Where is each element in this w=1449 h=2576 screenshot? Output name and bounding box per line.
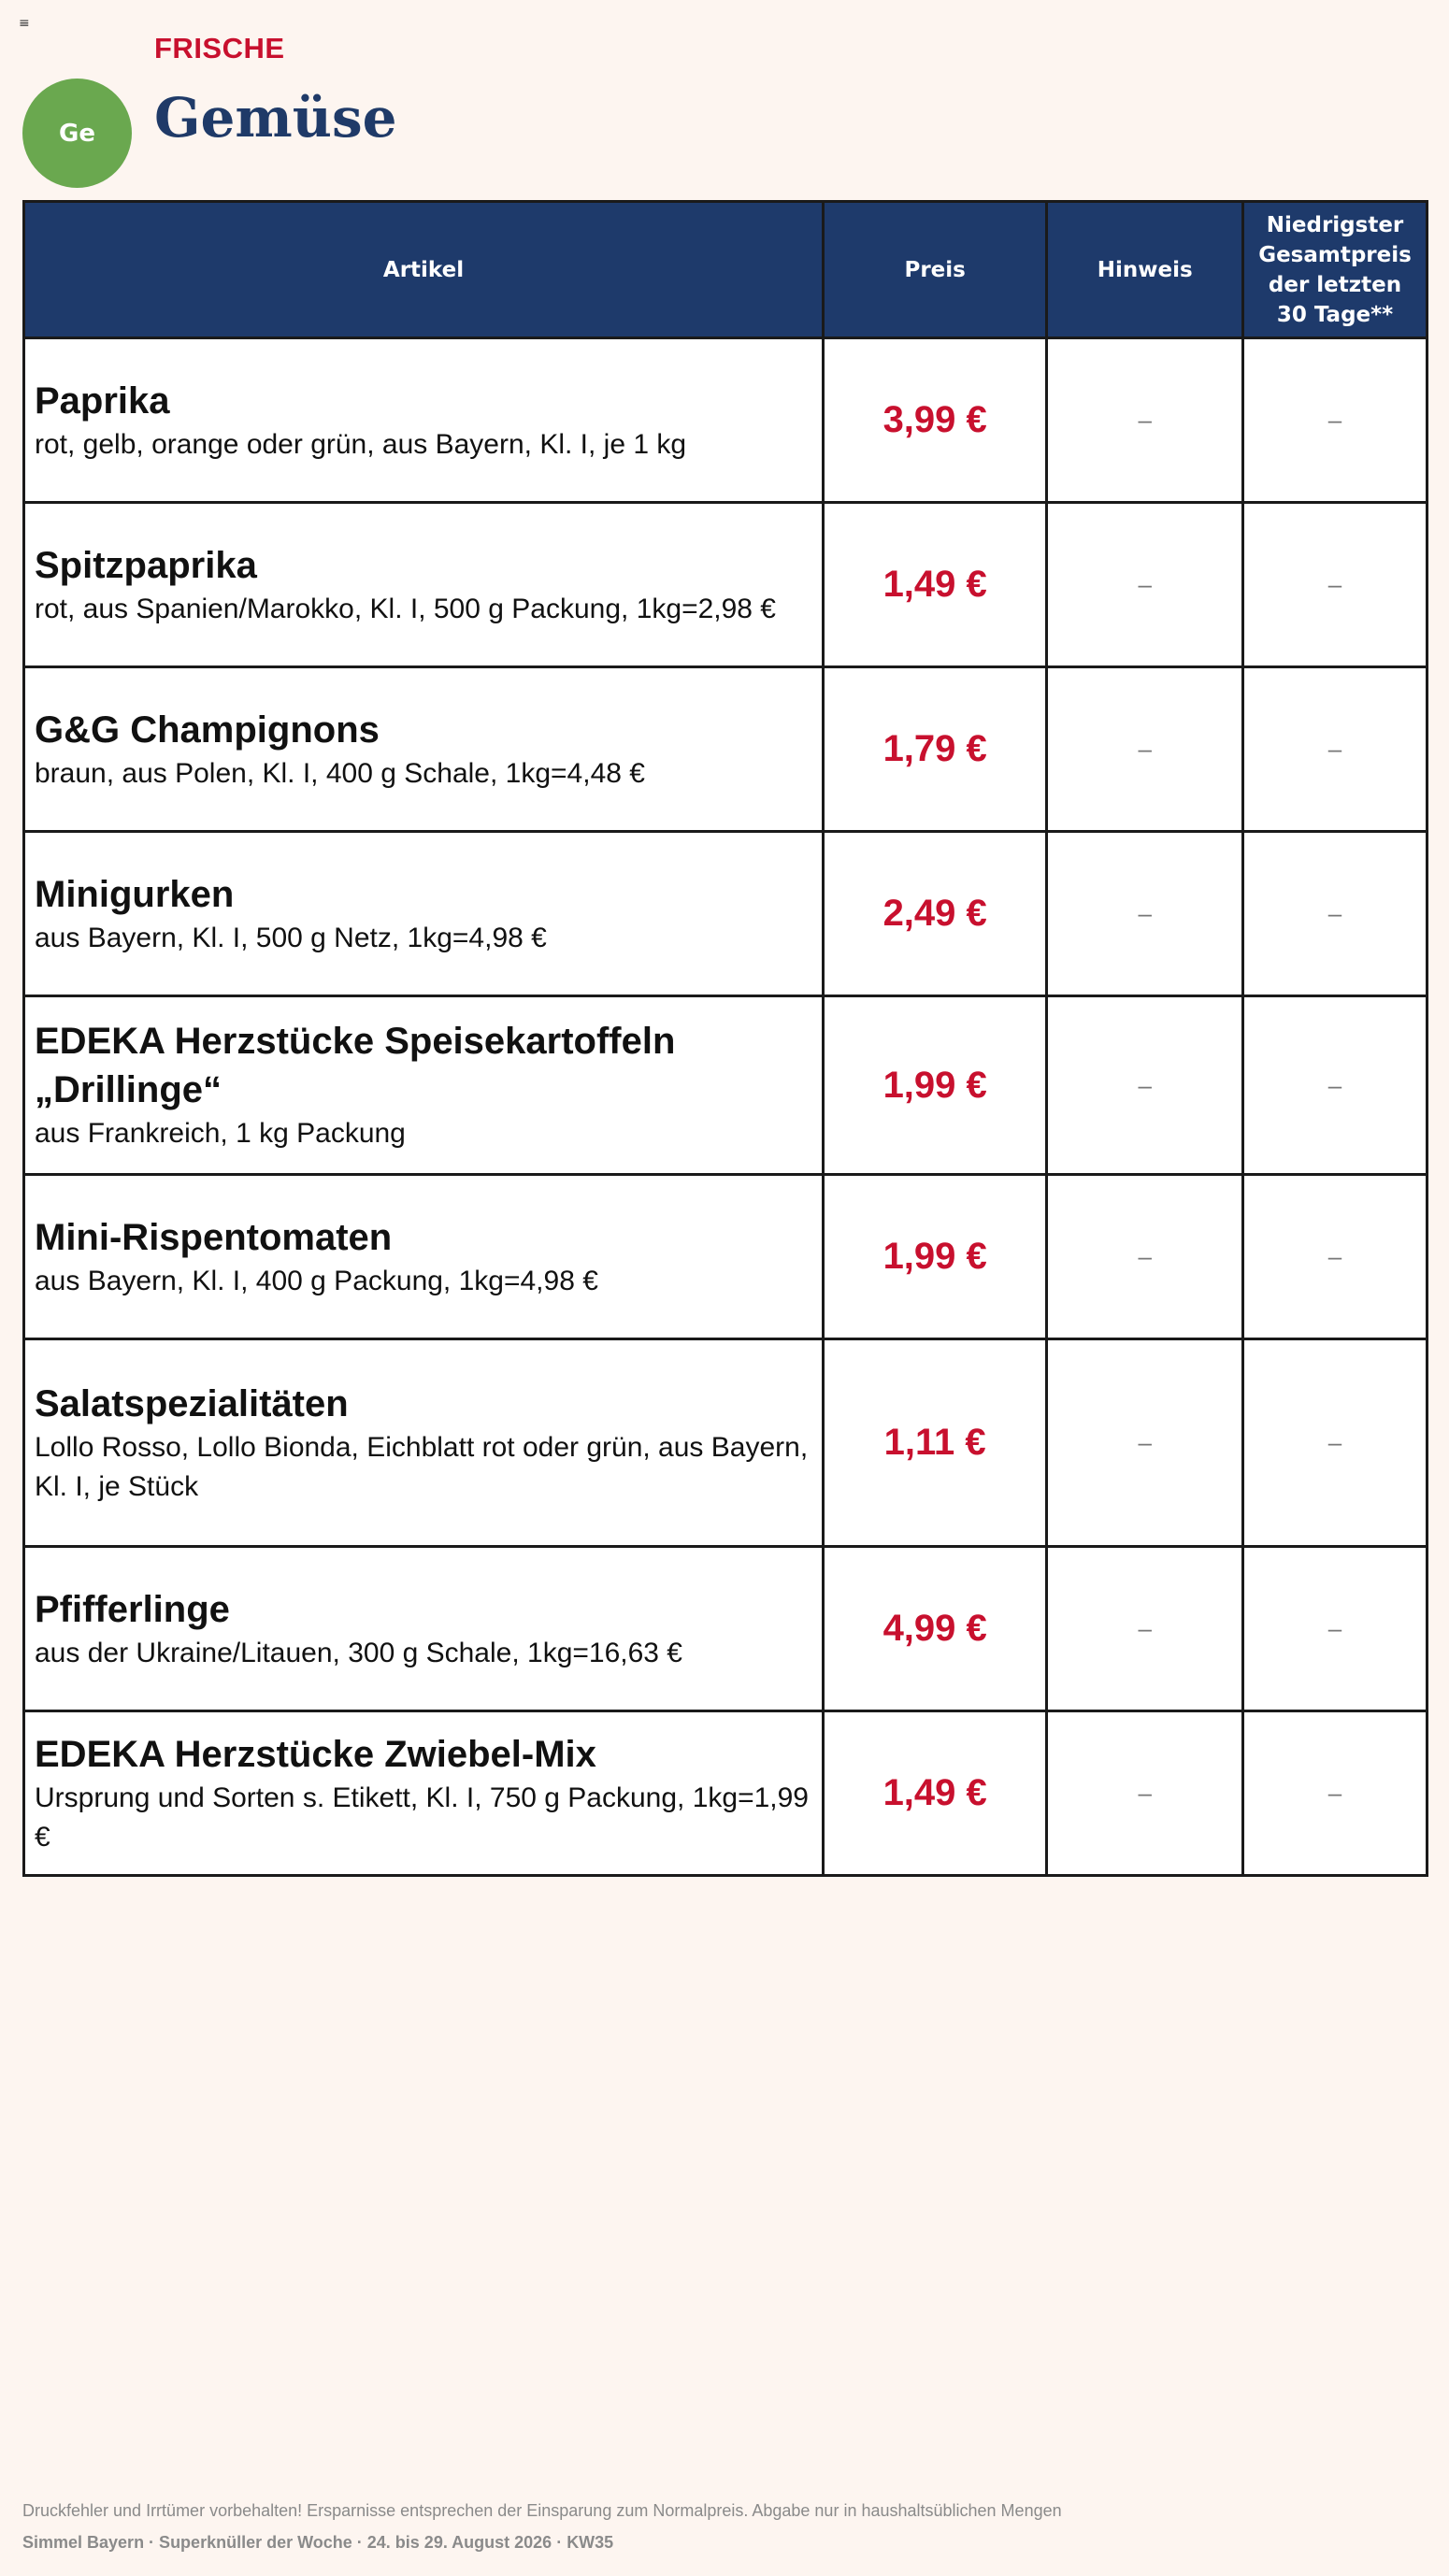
section-kicker: FRISCHE <box>154 32 285 64</box>
product-price: 1,49 € <box>823 503 1046 667</box>
category-badge <box>22 79 132 188</box>
menu-icon[interactable]: ≡ <box>19 16 30 31</box>
lowest-price-cell: – <box>1243 1547 1427 1711</box>
hinweis-cell: – <box>1047 503 1243 667</box>
product-name: EDEKA Herzstücke Zwiebel-Mix <box>35 1733 596 1775</box>
table-header-row <box>24 202 1427 338</box>
table-row <box>24 832 1427 996</box>
hinweis-cell: – <box>1047 338 1243 503</box>
hinweis-cell: – <box>1047 1711 1243 1876</box>
lowest-price-cell: – <box>1243 1175 1427 1339</box>
product-name: Mini-Rispentomaten <box>35 1216 393 1258</box>
column-header-artikel: Artikel <box>24 202 824 338</box>
hinweis-cell: – <box>1047 1175 1243 1339</box>
price-table <box>22 200 1428 1877</box>
footer-disclaimer: Druckfehler und Irrtümer vorbehalten! Ersparnisse entsprechen der Einsparung zum Normalpreis. Abgabe nur in haushaltsüblichen Mengen <box>22 2501 1062 2520</box>
product-price: 3,99 € <box>823 338 1046 503</box>
product-description: aus Frankreich, 1 kg Packung <box>35 1118 406 1149</box>
article-cell <box>24 1339 824 1547</box>
article-cell <box>24 1547 824 1711</box>
product-description: Lollo Rosso, Lollo Bionda, Eichblatt rot oder grün, aus Bayern, Kl. I, je Stück <box>35 1431 809 1502</box>
article-cell <box>24 1175 824 1339</box>
table-row <box>24 1547 1427 1711</box>
lowest-price-cell: – <box>1243 1339 1427 1547</box>
product-price: 1,49 € <box>823 1711 1046 1876</box>
article-cell <box>24 338 824 503</box>
table-row <box>24 996 1427 1175</box>
lowest-price-cell: – <box>1243 338 1427 503</box>
hinweis-cell: – <box>1047 832 1243 996</box>
article-cell <box>24 996 824 1175</box>
footer-meta: Simmel Bayern · Superknüller der Woche · 24. bis 29. August 2026 · KW35 <box>22 2533 614 2552</box>
column-header-niedrigster-preis: Niedrigster Gesamtpreis der letzten 30 Tage** <box>1243 202 1427 338</box>
table-row <box>24 667 1427 832</box>
product-description: aus Bayern, Kl. I, 400 g Packung, 1kg=4,98 € <box>35 1265 598 1296</box>
article-cell <box>24 1711 824 1876</box>
article-cell <box>24 667 824 832</box>
category-badge-label: Ge <box>59 119 95 148</box>
product-name: EDEKA Herzstücke Speisekartoffeln „Drillinge“ <box>35 1021 676 1110</box>
product-name: Salatspezialitäten <box>35 1382 349 1424</box>
table-row <box>24 1175 1427 1339</box>
table-row <box>24 1339 1427 1547</box>
product-description: aus der Ukraine/Litauen, 300 g Schale, 1kg=16,63 € <box>35 1637 682 1668</box>
article-cell <box>24 503 824 667</box>
product-description: rot, aus Spanien/Marokko, Kl. I, 500 g Packung, 1kg=2,98 € <box>35 593 776 624</box>
product-description: aus Bayern, Kl. I, 500 g Netz, 1kg=4,98 € <box>35 922 547 953</box>
product-description: braun, aus Polen, Kl. I, 400 g Schale, 1kg=4,48 € <box>35 757 645 789</box>
table-row <box>24 1711 1427 1876</box>
article-cell <box>24 832 824 996</box>
product-name: G&G Champignons <box>35 708 380 751</box>
hinweis-cell: – <box>1047 996 1243 1175</box>
lowest-price-cell: – <box>1243 996 1427 1175</box>
hinweis-cell: – <box>1047 667 1243 832</box>
column-header-preis: Preis <box>823 202 1046 338</box>
table-row <box>24 503 1427 667</box>
lowest-price-cell: – <box>1243 832 1427 996</box>
product-name: Spitzpaprika <box>35 544 257 586</box>
product-price: 1,99 € <box>823 1175 1046 1339</box>
product-price: 1,99 € <box>823 996 1046 1175</box>
lowest-price-cell: – <box>1243 1711 1427 1876</box>
hinweis-cell: – <box>1047 1547 1243 1711</box>
product-price: 1,11 € <box>823 1339 1046 1547</box>
column-header-hinweis: Hinweis <box>1047 202 1243 338</box>
product-price: 4,99 € <box>823 1547 1046 1711</box>
product-price: 2,49 € <box>823 832 1046 996</box>
product-name: Minigurken <box>35 873 235 915</box>
lowest-price-cell: – <box>1243 503 1427 667</box>
product-description: rot, gelb, orange oder grün, aus Bayern, Kl. I, je 1 kg <box>35 428 687 460</box>
hinweis-cell: – <box>1047 1339 1243 1547</box>
table-row <box>24 338 1427 503</box>
product-description: Ursprung und Sorten s. Etikett, Kl. I, 750 g Packung, 1kg=1,99 € <box>35 1782 809 1853</box>
product-price: 1,79 € <box>823 667 1046 832</box>
lowest-price-cell: – <box>1243 667 1427 832</box>
product-name: Pfifferlinge <box>35 1588 230 1630</box>
page-title: Gemüse <box>154 86 397 150</box>
product-name: Paprika <box>35 379 170 422</box>
